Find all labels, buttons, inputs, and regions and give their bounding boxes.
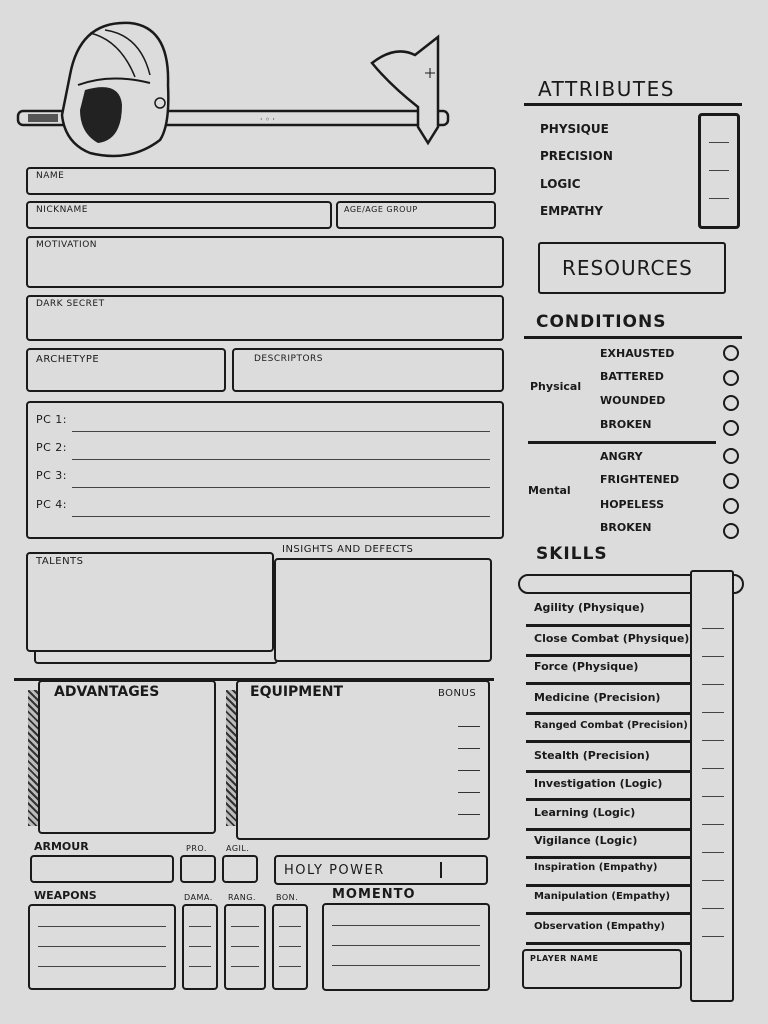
- nickname-field[interactable]: [26, 201, 332, 229]
- attribute-logic: LOGIC: [540, 177, 581, 191]
- equipment-box[interactable]: [236, 680, 490, 840]
- armour-agil-field[interactable]: [222, 855, 258, 883]
- holy-power-label: HOLY POWER: [284, 863, 385, 878]
- player-name-field[interactable]: [522, 949, 682, 989]
- player-name-label: PLAYER NAME: [530, 954, 599, 963]
- skill-ranged-combat: Ranged Combat (Precision): [534, 720, 688, 731]
- armour-pro-field[interactable]: [180, 855, 216, 883]
- weapons-bonus-field[interactable]: [272, 904, 308, 990]
- checkbox-battered[interactable]: [723, 370, 739, 386]
- pc-4-label: PC 4:: [36, 498, 68, 511]
- skill-learning: Learning (Logic): [534, 806, 636, 819]
- age-field[interactable]: [336, 201, 496, 229]
- pro-label: PRO.: [186, 844, 207, 853]
- weapons-label: WEAPONS: [34, 889, 97, 902]
- skills-values-scroll[interactable]: [690, 570, 734, 1002]
- helmet-axe-illustration: [10, 15, 460, 165]
- motivation-field[interactable]: [26, 236, 504, 288]
- momento-field[interactable]: [322, 903, 490, 991]
- skill-inspiration: Inspiration (Empathy): [534, 862, 658, 873]
- dark-secret-label: DARK SECRET: [36, 299, 105, 309]
- archetype-field[interactable]: [26, 348, 226, 392]
- mental-label: Mental: [528, 484, 571, 497]
- condition-frightened: FRIGHTENED: [600, 473, 680, 486]
- physical-label: Physical: [530, 380, 582, 393]
- archetype-label: ARCHETYPE: [36, 354, 100, 365]
- holy-power-field[interactable]: [274, 855, 488, 885]
- resources-banner[interactable]: [538, 242, 726, 294]
- condition-exhausted: EXHAUSTED: [600, 347, 675, 360]
- insights-label: INSIGHTS AND DEFECTS: [282, 544, 414, 555]
- talents-shadow: [34, 652, 278, 664]
- skill-investigation: Investigation (Logic): [534, 777, 663, 790]
- range-label: RANG.: [228, 893, 256, 902]
- holy-power-divider: [440, 862, 442, 878]
- weapons-range-field[interactable]: [224, 904, 266, 990]
- nickname-label: NICKNAME: [36, 205, 88, 215]
- checkbox-wounded[interactable]: [723, 395, 739, 411]
- agil-label: AGIL.: [226, 844, 250, 853]
- damage-label: DAMA.: [184, 893, 213, 902]
- resources-label: RESOURCES: [562, 256, 693, 280]
- condition-hopeless: HOPELESS: [600, 498, 665, 511]
- skill-manipulation: Manipulation (Empathy): [534, 891, 671, 902]
- condition-battered: BATTERED: [600, 370, 664, 383]
- checkbox-broken-physical[interactable]: [723, 420, 739, 436]
- attribute-physique: PHYSIQUE: [540, 122, 609, 136]
- pc-2-label: PC 2:: [36, 441, 68, 454]
- motivation-label: MOTIVATION: [36, 240, 98, 250]
- bonus-label: BONUS: [438, 688, 477, 699]
- talents-label: TALENTS: [36, 556, 84, 567]
- pc-3-label: PC 3:: [36, 469, 68, 482]
- weapons-damage-field[interactable]: [182, 904, 218, 990]
- descriptors-field[interactable]: [232, 348, 504, 392]
- advantages-label: ADVANTAGES: [54, 684, 160, 700]
- conditions-title: CONDITIONS: [536, 312, 667, 332]
- checkbox-frightened[interactable]: [723, 473, 739, 489]
- pc-1-label: PC 1:: [36, 413, 68, 426]
- armour-field[interactable]: [30, 855, 174, 883]
- advantages-box[interactable]: [38, 680, 216, 834]
- checkbox-exhausted[interactable]: [723, 345, 739, 361]
- skill-medicine: Medicine (Precision): [534, 691, 661, 704]
- attribute-precision: PRECISION: [540, 149, 613, 163]
- insights-box[interactable]: [274, 558, 492, 662]
- age-label: AGE/AGE GROUP: [344, 205, 418, 214]
- attribute-values-box[interactable]: [698, 113, 740, 229]
- descriptors-label: DESCRIPTORS: [254, 354, 323, 364]
- condition-angry: ANGRY: [600, 450, 643, 463]
- skill-force: Force (Physique): [534, 660, 639, 673]
- attribute-empathy: EMPATHY: [540, 204, 604, 218]
- equipment-label: EQUIPMENT: [250, 684, 344, 700]
- skill-close-combat: Close Combat (Physique): [534, 632, 690, 645]
- weapons-field[interactable]: [28, 904, 176, 990]
- condition-broken-mental: BROKEN: [600, 521, 652, 534]
- pc-relations-box: [26, 401, 504, 539]
- attributes-title: ATTRIBUTES: [538, 77, 675, 101]
- condition-broken-physical: BROKEN: [600, 418, 652, 431]
- name-field[interactable]: [26, 167, 496, 195]
- skills-title: SKILLS: [536, 544, 608, 564]
- checkbox-broken-mental[interactable]: [723, 523, 739, 539]
- dark-secret-field[interactable]: [26, 295, 504, 341]
- condition-wounded: WOUNDED: [600, 394, 666, 407]
- checkbox-hopeless[interactable]: [723, 498, 739, 514]
- talents-box[interactable]: [26, 552, 274, 652]
- name-label: NAME: [36, 171, 65, 181]
- skill-stealth: Stealth (Precision): [534, 749, 650, 762]
- svg-text:· ◦ ·: · ◦ ·: [260, 115, 275, 124]
- checkbox-angry[interactable]: [723, 448, 739, 464]
- skill-vigilance: Vigilance (Logic): [534, 834, 638, 847]
- skill-observation: Observation (Empathy): [534, 921, 665, 932]
- skill-agility: Agility (Physique): [534, 601, 645, 614]
- armour-label: ARMOUR: [34, 840, 89, 853]
- momento-label: MOMENTO: [332, 887, 416, 902]
- bonus-weapon-label: BON.: [276, 893, 299, 902]
